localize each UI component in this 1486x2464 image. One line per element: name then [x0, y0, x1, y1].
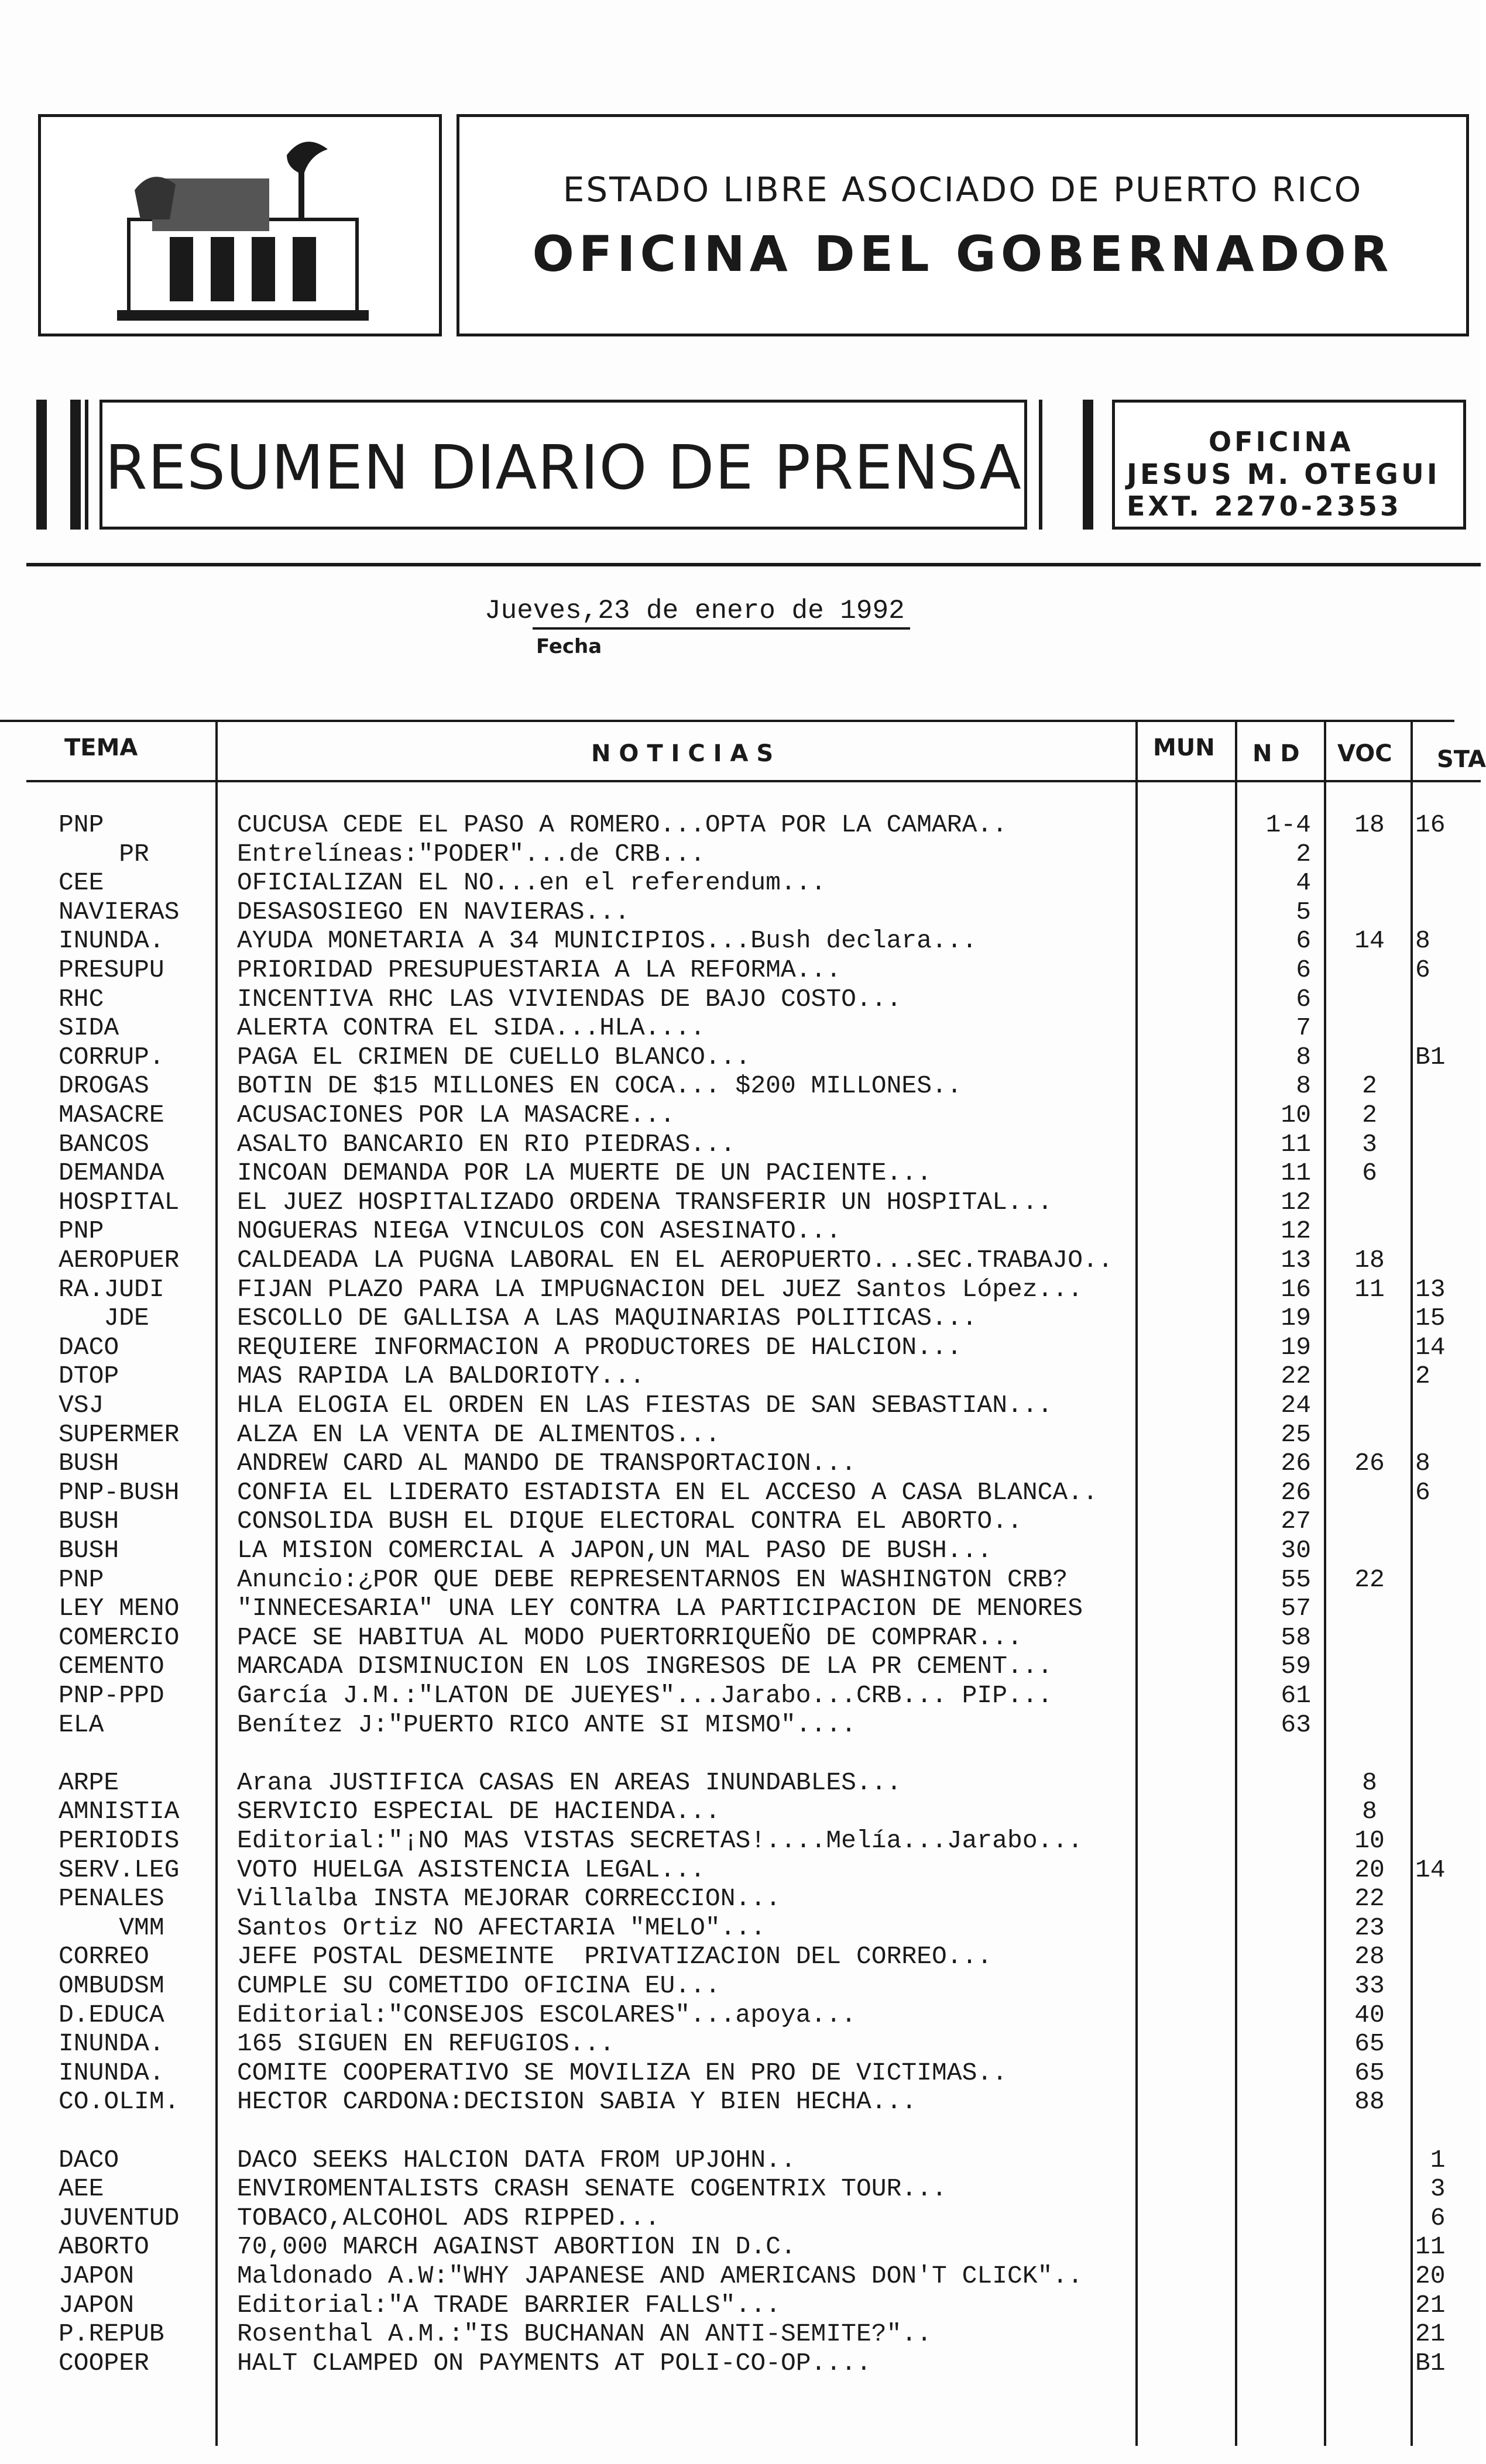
table-row [0, 1013, 1481, 1043]
news-cell: 165 SIGUEN EN REFUGIOS... [237, 2029, 615, 2059]
tema-cell: CEMENTO [59, 1652, 164, 1681]
nd-cell: 8 [1296, 1071, 1311, 1101]
tema-cell: PNP-PPD [59, 1681, 164, 1710]
sta-cell: 6 [1415, 2203, 1446, 2232]
voc-cell: 10 [1354, 1826, 1385, 1855]
table-row [0, 1130, 1481, 1159]
tema-cell: DACO [59, 1332, 119, 1362]
table-row [0, 926, 1481, 956]
office-contact: JESUS M. OTEGUI [1127, 458, 1440, 491]
header-rule [26, 563, 1481, 566]
nd-cell: 25 [1281, 1420, 1311, 1449]
tema-cell: INUNDA. [59, 2029, 164, 2059]
banner-box [99, 400, 1027, 530]
sta-cell: 14 [1415, 1855, 1446, 1884]
tema-cell: SUPERMER [59, 1420, 180, 1449]
tema-cell: HOSPITAL [59, 1187, 180, 1216]
sta-cell: 15 [1415, 1304, 1446, 1333]
tema-cell: CO.OLIM. [59, 2087, 180, 2116]
sta-cell: 6 [1415, 1477, 1430, 1507]
table-row [0, 1391, 1481, 1420]
news-cell: OFICIALIZAN EL NO...en el referendum... [237, 868, 826, 898]
column-header-mun: MUN [1153, 734, 1215, 761]
tema-cell: PNP-BUSH [59, 1477, 180, 1507]
tema-cell: DTOP [59, 1362, 119, 1391]
table-row [0, 2029, 1481, 2059]
table-row [0, 985, 1481, 1014]
table-row [0, 1855, 1481, 1885]
news-cell: Villalba INSTA MEJORAR CORRECCION... [237, 1884, 781, 1913]
table-row [0, 2146, 1481, 2175]
news-cell: CONSOLIDA BUSH EL DIQUE ELECTORAL CONTRA EL ABORTO.. [237, 1507, 1022, 1536]
nd-cell: 19 [1281, 1332, 1311, 1362]
table-row [0, 1304, 1481, 1333]
table-row [0, 1623, 1481, 1652]
news-cell: ACUSACIONES POR LA MASACRE... [237, 1101, 675, 1129]
banner-title: RESUMEN DIARIO DE PRENSA [105, 432, 1022, 503]
nd-cell: 13 [1281, 1246, 1311, 1274]
sta-cell: 21 [1415, 2319, 1446, 2349]
news-cell: ALZA EN LA VENTA DE ALIMENTOS... [237, 1420, 720, 1449]
sta-cell: B1 [1415, 2348, 1446, 2377]
nd-cell: 24 [1281, 1391, 1311, 1420]
news-cell: ESCOLLO DE GALLISA A LAS MAQUINARIAS POLITICAS... [237, 1304, 977, 1333]
tema-cell: JDE [59, 1304, 149, 1333]
sta-cell: 21 [1415, 2290, 1446, 2319]
tema-cell: COMERCIO [59, 1623, 180, 1652]
table-row [0, 2174, 1481, 2204]
table-row [0, 1710, 1481, 1740]
tema-cell: PENALES [59, 1884, 164, 1913]
table-row [0, 1275, 1481, 1304]
news-cell: COMITE COOPERATIVO SE MOVILIZA EN PRO DE VICTIMAS.. [237, 2058, 1008, 2087]
table-row [0, 1681, 1481, 1710]
news-cell: 70,000 MARCH AGAINST ABORTION IN D.C. [237, 2232, 796, 2262]
voc-cell: 65 [1354, 2058, 1385, 2087]
news-cell: PAGA EL CRIMEN DE CUELLO BLANCO... [237, 1042, 751, 1071]
tema-cell: PERIODIS [59, 1826, 180, 1855]
table-row [0, 1478, 1481, 1507]
nd-cell: 26 [1281, 1477, 1311, 1507]
table-row [0, 1101, 1481, 1130]
tema-cell: COOPER [59, 2348, 149, 2377]
table-row [0, 2116, 1481, 2146]
tema-cell: JUVENTUD [59, 2203, 180, 2232]
logo-box [38, 114, 442, 336]
news-cell: SERVICIO ESPECIAL DE HACIENDA... [237, 1797, 720, 1826]
nd-cell: 30 [1281, 1536, 1311, 1565]
column-header-tema: TEMA [64, 734, 138, 761]
tema-cell: VMM [59, 1913, 164, 1942]
voc-cell: 8 [1362, 1768, 1377, 1797]
right-bar [1083, 400, 1093, 530]
voc-cell: 6 [1362, 1159, 1377, 1188]
office-label: OFICINA [1209, 426, 1354, 458]
voc-cell: 23 [1354, 1913, 1385, 1942]
tema-cell: DACO [59, 2145, 119, 2174]
table-row [0, 2232, 1481, 2262]
voc-cell: 65 [1354, 2029, 1385, 2059]
table-row [0, 1797, 1481, 1826]
voc-cell: 22 [1354, 1565, 1385, 1594]
nd-cell: 63 [1281, 1710, 1311, 1739]
fortaleza-building-icon [117, 132, 369, 325]
news-cell: INCOAN DEMANDA POR LA MUERTE DE UN PACIENTE... [237, 1159, 932, 1188]
table-row [0, 2001, 1481, 2030]
title-box [457, 114, 1469, 336]
column-header-nd: N D [1252, 740, 1300, 767]
news-cell: Rosenthal A.M.:"IS BUCHANAN AN ANTI-SEMITE?".. [237, 2319, 932, 2349]
voc-cell: 3 [1362, 1129, 1377, 1159]
table-row [0, 1449, 1481, 1478]
sta-cell: B1 [1415, 1042, 1446, 1071]
table-row [0, 1420, 1481, 1449]
news-cell: NOGUERAS NIEGA VINCULOS CON ASESINATO... [237, 1216, 842, 1246]
nd-cell: 61 [1281, 1681, 1311, 1710]
table-row [0, 1159, 1481, 1188]
voc-cell: 28 [1354, 1942, 1385, 1971]
table-row [0, 1826, 1481, 1855]
table-row [0, 1362, 1481, 1391]
nd-cell: 16 [1281, 1274, 1311, 1304]
news-cell: TOBACO,ALCOHOL ADS RIPPED... [237, 2203, 660, 2232]
voc-cell: 33 [1354, 1971, 1385, 2000]
tema-cell: CEE [59, 868, 104, 898]
table-row [0, 868, 1481, 898]
voc-cell: 26 [1354, 1449, 1385, 1478]
news-cell: EL JUEZ HOSPITALIZADO ORDENA TRANSFERIR UN HOSPITAL... [237, 1187, 1053, 1216]
tema-cell: AEE [59, 2174, 104, 2204]
office-extension: EXT. 2270-2353 [1127, 490, 1402, 522]
news-cell: REQUIERE INFORMACION A PRODUCTORES DE HALCION... [237, 1332, 962, 1362]
government-name: ESTADO LIBRE ASOCIADO DE PUERTO RICO [562, 170, 1363, 209]
news-cell: FIJAN PLAZO PARA LA IMPUGNACION DEL JUEZ Santos López... [237, 1274, 1083, 1304]
tema-cell: DEMANDA [59, 1159, 164, 1188]
tema-cell: PR [59, 839, 149, 868]
news-cell: LA MISION COMERCIAL A JAPON,UN MAL PASO DE BUSH... [237, 1536, 993, 1565]
table-row [0, 1652, 1481, 1681]
tema-cell: JAPON [59, 2262, 135, 2290]
news-cell: HECTOR CARDONA:DECISION SABIA Y BIEN HECHA... [237, 2087, 917, 2116]
voc-cell: 8 [1362, 1797, 1377, 1826]
table-row [0, 1188, 1481, 1217]
tema-cell: RHC [59, 984, 104, 1013]
tema-cell: RA.JUDI [59, 1274, 164, 1304]
news-cell: Entrelíneas:"PODER"...de CRB... [237, 839, 705, 868]
voc-cell: 2 [1362, 1101, 1377, 1129]
table-row [0, 1913, 1481, 1943]
voc-cell: 18 [1354, 1246, 1385, 1274]
table-row [0, 1043, 1481, 1072]
voc-cell: 20 [1354, 1855, 1385, 1884]
news-cell: Benítez J:"PUERTO RICO ANTE SI MISMO".... [237, 1710, 856, 1739]
nd-cell: 58 [1281, 1623, 1311, 1652]
tema-cell: ABORTO [59, 2232, 149, 2262]
sta-cell: 13 [1415, 1274, 1446, 1304]
table-row [0, 840, 1481, 869]
nd-cell: 4 [1296, 868, 1311, 898]
nd-cell: 59 [1281, 1652, 1311, 1681]
tema-cell: NAVIERAS [59, 897, 180, 926]
tema-cell: BANCOS [59, 1129, 149, 1159]
sta-cell: 1 [1415, 2145, 1446, 2174]
news-cell: VOTO HUELGA ASISTENCIA LEGAL... [237, 1855, 705, 1884]
news-cell: INCENTIVA RHC LAS VIVIENDAS DE BAJO COSTO... [237, 984, 902, 1013]
table-row [0, 2319, 1481, 2349]
tema-cell: BUSH [59, 1536, 119, 1565]
tema-cell: BUSH [59, 1507, 119, 1536]
left-bar [36, 400, 47, 530]
news-cell: Editorial:"A TRADE BARRIER FALLS"... [237, 2290, 781, 2319]
table-row [0, 2262, 1481, 2291]
table-row [0, 956, 1481, 985]
voc-cell: 18 [1354, 810, 1385, 839]
news-cell: Editorial:"¡NO MAS VISTAS SECRETAS!....Melía...Jarabo... [237, 1826, 1083, 1855]
nd-cell: 55 [1281, 1565, 1311, 1594]
tema-cell: DROGAS [59, 1071, 149, 1101]
news-cell: García J.M.:"LATON DE JUEYES"...Jarabo...CRB... PIP... [237, 1681, 1053, 1710]
column-header-voc: VOC [1337, 740, 1392, 767]
nd-cell: 12 [1281, 1216, 1311, 1246]
nd-cell: 6 [1296, 984, 1311, 1013]
date-underline [533, 627, 910, 630]
table-row [0, 1971, 1481, 2001]
news-cell: MARCADA DISMINUCION EN LOS INGRESOS DE LA PR CEMENT... [237, 1652, 1053, 1681]
tema-cell: BUSH [59, 1449, 119, 1478]
table-row [0, 1507, 1481, 1536]
table-row [0, 1246, 1481, 1275]
news-cell: HALT CLAMPED ON PAYMENTS AT POLI-CO-OP.... [237, 2348, 871, 2377]
nd-cell: 22 [1281, 1362, 1311, 1391]
sta-cell: 16 [1415, 810, 1446, 839]
news-cell: Maldonado A.W:"WHY JAPANESE AND AMERICANS DON'T CLICK".. [237, 2262, 1083, 2290]
news-cell: HLA ELOGIA EL ORDEN EN LAS FIESTAS DE SAN SEBASTIAN... [237, 1391, 1053, 1420]
tema-cell: JAPON [59, 2290, 135, 2319]
news-cell: Arana JUSTIFICA CASAS EN AREAS INUNDABLES... [237, 1768, 902, 1797]
news-cell: Anuncio:¿POR QUE DEBE REPRESENTARNOS EN WASHINGTON CRB? [237, 1565, 1068, 1594]
sta-cell: 6 [1415, 956, 1430, 984]
nd-cell: 11 [1281, 1159, 1311, 1188]
tema-cell: ELA [59, 1710, 104, 1739]
nd-cell: 6 [1296, 926, 1311, 956]
voc-cell: 40 [1354, 2000, 1385, 2029]
voc-cell: 2 [1362, 1071, 1377, 1101]
table-row [0, 1884, 1481, 1913]
tema-cell: LEY MENO [59, 1594, 180, 1623]
news-cell: ALERTA CONTRA EL SIDA...HLA.... [237, 1013, 705, 1043]
news-cell: CONFIA EL LIDERATO ESTADISTA EN EL ACCESO A CASA BLANCA.. [237, 1477, 1098, 1507]
nd-cell: 19 [1281, 1304, 1311, 1333]
table-row [0, 1594, 1481, 1623]
voc-cell: 88 [1354, 2087, 1385, 2116]
nd-cell: 27 [1281, 1507, 1311, 1536]
tema-cell: AMNISTIA [59, 1797, 180, 1826]
tema-cell: PRESUPU [59, 956, 164, 984]
table-row [0, 1768, 1481, 1798]
table-row [0, 2087, 1481, 2116]
sta-cell: 8 [1415, 926, 1430, 956]
table-row [0, 1536, 1481, 1565]
table-row [0, 898, 1481, 927]
news-cell: CUCUSA CEDE EL PASO A ROMERO...OPTA POR LA CAMARA.. [237, 810, 1008, 839]
sta-cell: 11 [1415, 2232, 1446, 2262]
sta-cell: 20 [1415, 2262, 1446, 2290]
column-header-noticias: N O T I C I A S [591, 740, 774, 767]
nd-cell: 7 [1296, 1013, 1311, 1043]
news-cell: PACE SE HABITUA AL MODO PUERTORRIQUEÑO DE COMPRAR... [237, 1623, 1022, 1652]
sta-cell: 8 [1415, 1449, 1430, 1478]
tema-cell: SIDA [59, 1013, 119, 1043]
nd-cell: 57 [1281, 1594, 1311, 1623]
table-row [0, 2059, 1481, 2088]
tema-cell: PNP [59, 1216, 104, 1246]
news-cell: CALDEADA LA PUGNA LABORAL EN EL AEROPUERTO...SEC.TRABAJO.. [237, 1246, 1113, 1274]
table-row [0, 1216, 1481, 1246]
nd-cell: 2 [1296, 839, 1311, 868]
tema-cell: AEROPUER [59, 1246, 180, 1274]
sta-cell: 2 [1415, 1362, 1430, 1391]
left-bar [85, 400, 88, 530]
news-cell: AYUDA MONETARIA A 34 MUNICIPIOS...Bush declara... [237, 926, 977, 956]
tema-cell: ARPE [59, 1768, 119, 1797]
nd-cell: 26 [1281, 1449, 1311, 1478]
news-cell: CUMPLE SU COMETIDO OFICINA EU... [237, 1971, 720, 2000]
news-cell: Santos Ortiz NO AFECTARIA "MELO"... [237, 1913, 766, 1942]
table-row [0, 2204, 1481, 2233]
tema-cell: P.REPUB [59, 2319, 164, 2349]
tema-cell: INUNDA. [59, 926, 164, 956]
tema-cell: D.EDUCA [59, 2000, 164, 2029]
news-cell: DACO SEEKS HALCION DATA FROM UPJOHN.. [237, 2145, 796, 2174]
news-cell: PRIORIDAD PRESUPUESTARIA A LA REFORMA... [237, 956, 842, 984]
voc-cell: 11 [1354, 1274, 1385, 1304]
table-row [0, 1565, 1481, 1594]
news-cell: ENVIROMENTALISTS CRASH SENATE COGENTRIX TOUR... [237, 2174, 947, 2204]
news-cell: ASALTO BANCARIO EN RIO PIEDRAS... [237, 1129, 736, 1159]
table-row [0, 810, 1481, 840]
nd-cell: 12 [1281, 1187, 1311, 1216]
sta-cell: 3 [1415, 2174, 1446, 2204]
table-row [0, 1739, 1481, 1768]
tema-cell: INUNDA. [59, 2058, 164, 2087]
news-cell: MAS RAPIDA LA BALDORIOTY... [237, 1362, 645, 1391]
date-value: Jueves,23 de enero de 1992 [485, 596, 905, 626]
nd-cell: 5 [1296, 897, 1311, 926]
table-row [0, 2291, 1481, 2320]
news-cell: ANDREW CARD AL MANDO DE TRANSPORTACION... [237, 1449, 856, 1478]
date-label: Fecha [536, 635, 602, 658]
office-box [1112, 400, 1466, 530]
sta-cell: 14 [1415, 1332, 1446, 1362]
tema-cell: CORREO [59, 1942, 149, 1971]
table-row [0, 1071, 1481, 1101]
tema-cell: SERV.LEG [59, 1855, 180, 1884]
voc-cell: 22 [1354, 1884, 1385, 1913]
tema-cell: MASACRE [59, 1101, 164, 1129]
tema-cell: OMBUDSM [59, 1971, 164, 2000]
office-name: OFICINA DEL GOBERNADOR [532, 225, 1394, 283]
nd-cell: 1-4 [1265, 810, 1311, 839]
news-cell: DESASOSIEGO EN NAVIERAS... [237, 897, 630, 926]
news-cell: JEFE POSTAL DESMEINTE PRIVATIZACION DEL CORREO... [237, 1942, 993, 1971]
news-cell: Editorial:"CONSEJOS ESCOLARES"...apoya... [237, 2000, 856, 2029]
right-bar [1039, 400, 1042, 530]
table-row [0, 2349, 1481, 2378]
nd-cell: 8 [1296, 1042, 1311, 1071]
voc-cell: 14 [1354, 926, 1385, 956]
nd-cell: 11 [1281, 1129, 1311, 1159]
table-row [0, 1333, 1481, 1362]
news-cell: "INNECESARIA" UNA LEY CONTRA LA PARTICIPACION DE MENORES [237, 1594, 1083, 1623]
column-header-sta: STA [1437, 746, 1486, 773]
nd-cell: 6 [1296, 956, 1311, 984]
tema-cell: VSJ [59, 1391, 104, 1420]
news-cell: BOTIN DE $15 MILLONES EN COCA... $200 MILLONES.. [237, 1071, 962, 1101]
tema-cell: PNP [59, 1565, 104, 1594]
table-header-rule [26, 780, 1481, 782]
nd-cell: 10 [1281, 1101, 1311, 1129]
table-row [0, 1942, 1481, 1971]
tema-cell: CORRUP. [59, 1042, 164, 1071]
left-bar [70, 400, 81, 530]
tema-cell: PNP [59, 810, 104, 839]
